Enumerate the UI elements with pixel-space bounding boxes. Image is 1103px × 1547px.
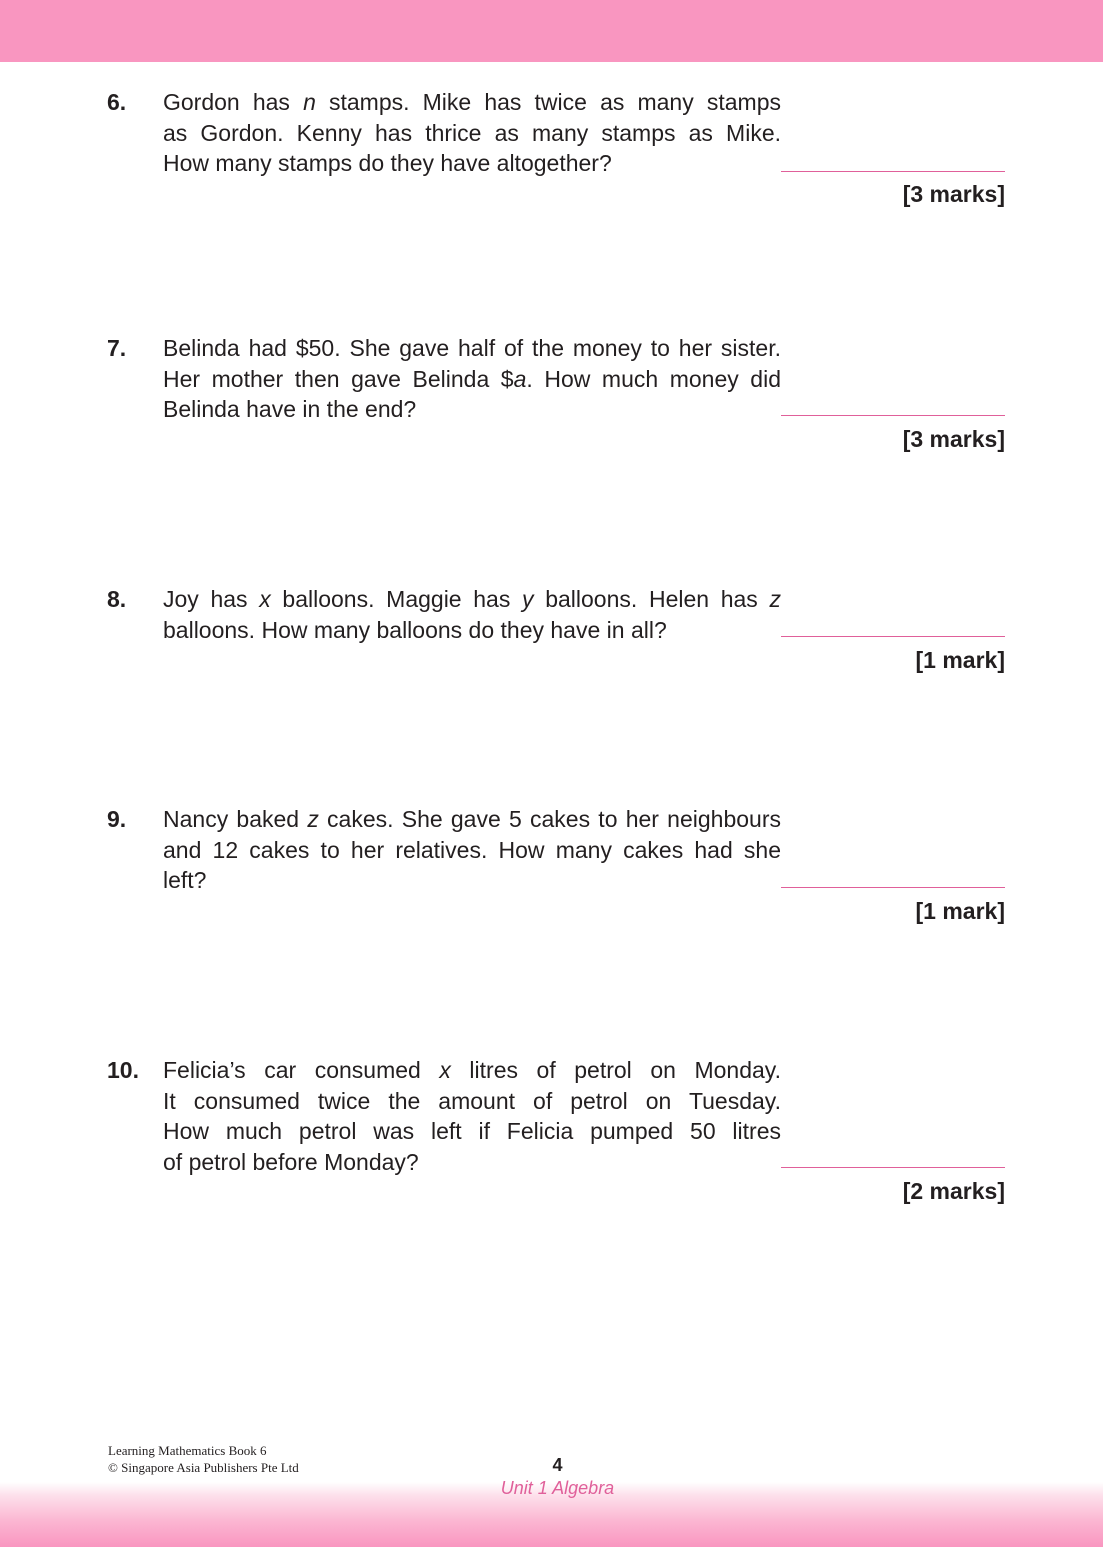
question-text <box>163 87 781 179</box>
question-line: Belinda had $50. She gave half of the money to her sister. <box>163 335 781 361</box>
question-line: Gordon has n stamps. Mike has twice as many stamps <box>163 89 781 115</box>
question-line: Joy has x balloons. Maggie has y balloons. Helen has z <box>163 586 781 612</box>
answer-line[interactable] <box>781 887 1005 888</box>
answer-line[interactable] <box>781 1167 1005 1168</box>
question-number: 6. <box>107 89 127 115</box>
marks-label: [1 mark] <box>915 647 1005 673</box>
question-number: 7. <box>107 335 127 361</box>
question-line: of petrol before Monday? <box>163 1148 419 1175</box>
question-text <box>163 333 781 425</box>
question-line: and 12 cakes to her relatives. How many cakes had she <box>163 836 781 863</box>
marks-label: [2 marks] <box>902 1178 1005 1204</box>
question-line: balloons. How many balloons do they have in all? <box>163 616 667 643</box>
question-line: Belinda have in the end? <box>163 396 417 422</box>
question-number: 9. <box>107 806 127 832</box>
marks-label: [1 mark] <box>915 898 1005 924</box>
question-line: as Gordon. Kenny has thrice as many stamps as Mike. <box>163 119 781 146</box>
marks-label: [3 marks] <box>902 426 1005 452</box>
answer-line[interactable] <box>781 171 1005 172</box>
question-text <box>163 1055 781 1177</box>
copyright-notice: © Singapore Asia Publishers Pte Ltd <box>108 1460 299 1475</box>
question-line: Felicia’s car consumed x litres of petrol on Monday. <box>163 1057 781 1083</box>
question-line: Nancy baked z cakes. She gave 5 cakes to her neighbours <box>163 806 781 832</box>
answer-line[interactable] <box>781 636 1005 637</box>
unit-label: Unit 1 Algebra <box>500 1478 615 1498</box>
question-number: 10. <box>107 1057 139 1083</box>
question-text <box>163 584 781 645</box>
top-decorative-band <box>0 0 1103 62</box>
question-number: 8. <box>107 586 127 612</box>
question-text <box>163 804 781 896</box>
book-title: Learning Mathematics Book 6 <box>108 1443 267 1458</box>
question-line: How many stamps do they have altogether? <box>163 150 612 176</box>
question-line: It consumed twice the amount of petrol on Tuesday. <box>163 1087 781 1114</box>
question-line: Her mother then gave Belinda $a. How much money did <box>163 365 781 392</box>
answer-line[interactable] <box>781 415 1005 416</box>
marks-label: [3 marks] <box>902 181 1005 207</box>
question-line: How much petrol was left if Felicia pumped 50 litres <box>163 1118 781 1144</box>
page-number: 4 <box>552 1455 563 1475</box>
question-line: left? <box>163 867 207 893</box>
